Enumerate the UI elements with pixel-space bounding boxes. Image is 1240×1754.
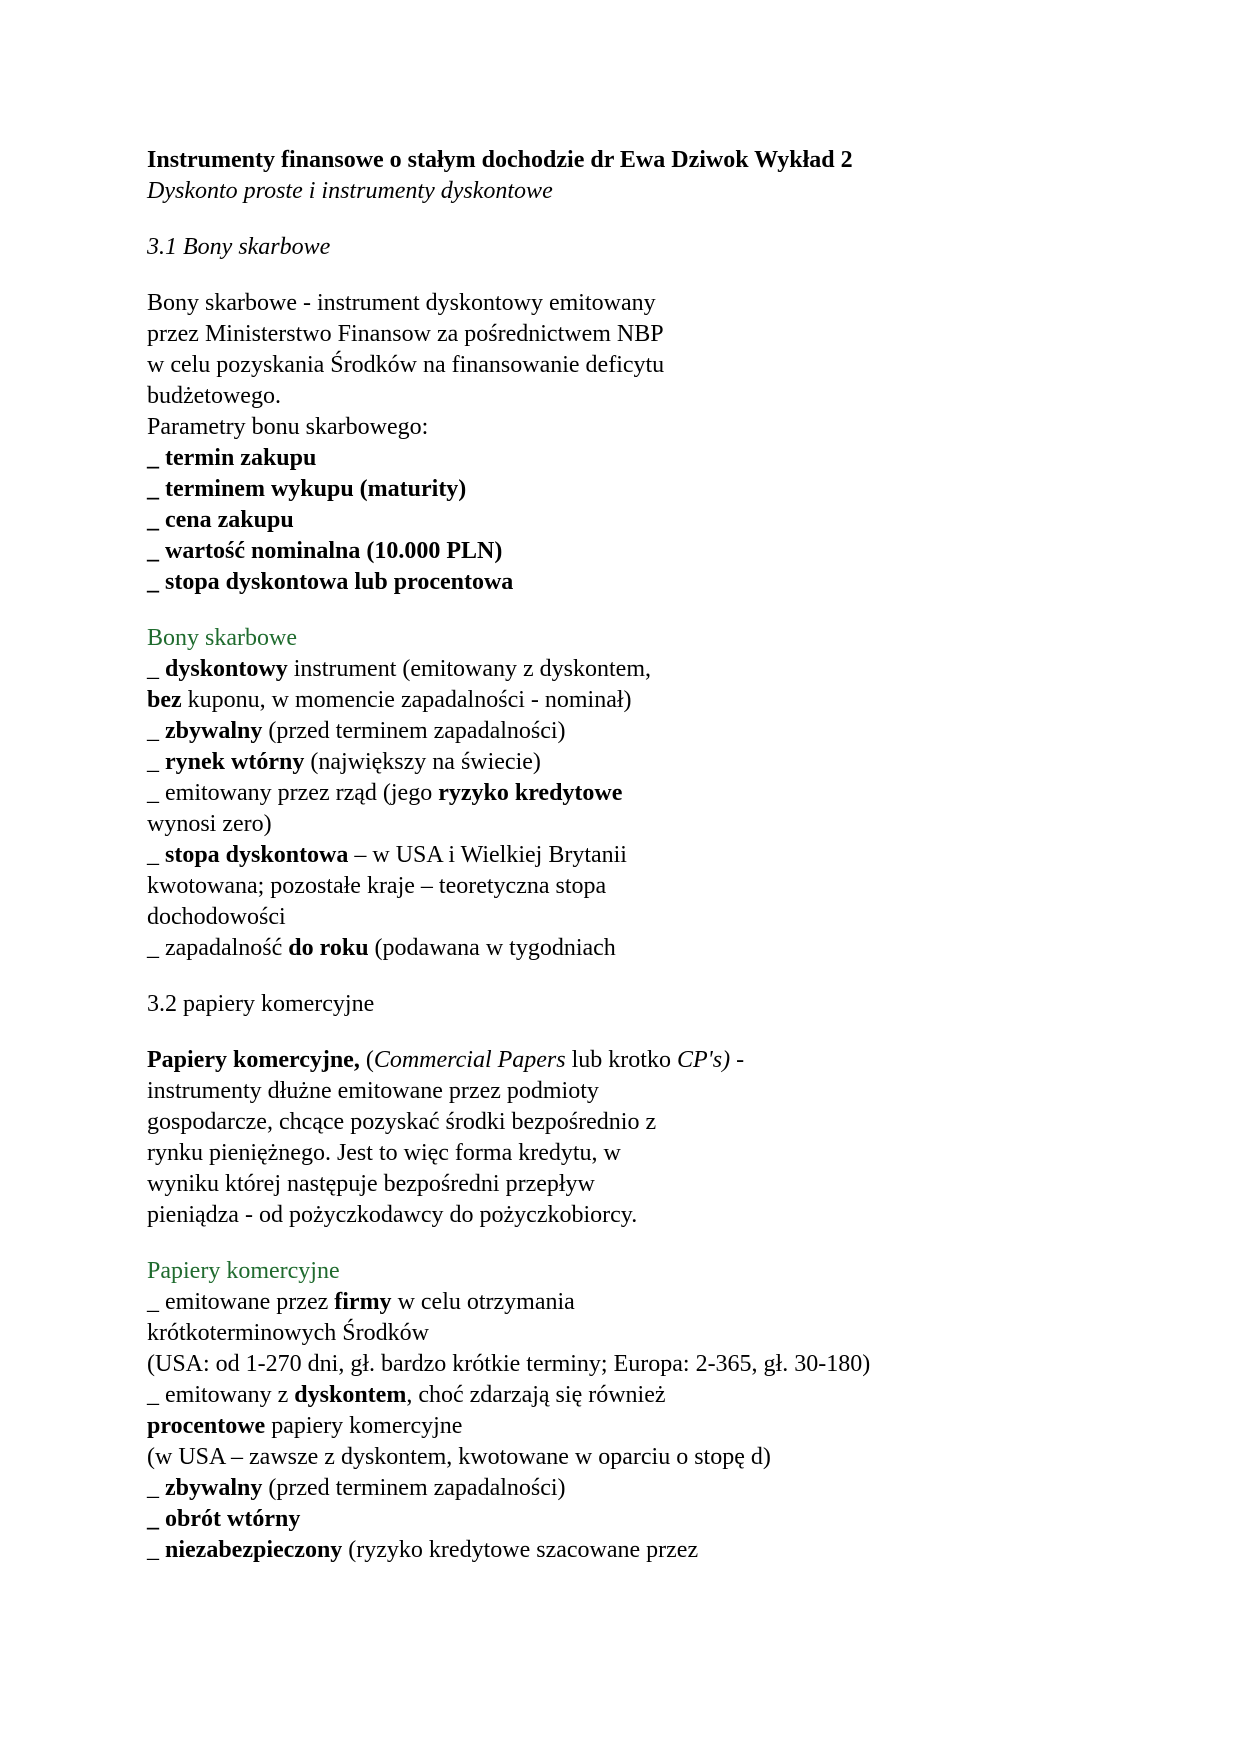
document-title: Instrumenty finansowe o stałym dochodzie dr Ewa Dziwok Wykład 2 [147,147,853,173]
papiery-line: _ zbywalny (przed terminem zapadalności) [147,1475,566,1501]
papiery-line: (USA: od 1-270 dni, gł. bardzo krótkie terminy; Europa: 2-365, gł. 30-180) [147,1351,871,1377]
bony-heading: Bony skarbowe [147,625,297,651]
intro-line: w celu pozyskania Środków na finansowanie deficytu [147,352,665,378]
papiery-line: _ emitowany z dyskontem, choć zdarzają się również [147,1382,666,1408]
param-item: _ stopa dyskontowa lub procentowa [147,569,514,595]
papiery-line: _ niezabezpieczony (ryzyko kredytowe szacowane przez [147,1537,699,1563]
section-heading-3-2: 3.2 papiery komercyjne [147,991,375,1017]
papiery-line: _ obrót wtórny [147,1506,301,1532]
papiery-line: _ emitowane przez firmy w celu otrzymania [147,1289,575,1315]
bony-line: wynosi zero) [147,811,272,837]
papiery-definition-line: pieniądza - od pożyczkodawcy do pożyczkobiorcy. [147,1202,638,1228]
bony-line: bez kuponu, w momencie zapadalności - nominał) [147,687,632,713]
param-item: _ wartość nominalna (10.000 PLN) [147,538,503,564]
bony-line: _ zbywalny (przed terminem zapadalności) [147,718,566,744]
section-heading-3-1: 3.1 Bony skarbowe [147,234,331,260]
intro-line: Bony skarbowe - instrument dyskontowy emitowany [147,290,656,316]
bony-line: _ rynek wtórny (największy na świecie) [147,749,541,775]
bony-line: _ zapadalność do roku (podawana w tygodniach [147,935,616,961]
param-item: _ termin zakupu [147,445,317,471]
papiery-definition-line: gospodarcze, chcące pozyskać środki bezpośrednio z [147,1109,657,1135]
bony-line: _ emitowany przez rząd (jego ryzyko kredytowe [147,780,623,806]
papiery-line: (w USA – zawsze z dyskontem, kwotowane w oparciu o stopę d) [147,1444,771,1470]
papiery-line: procentowe papiery komercyjne [147,1413,463,1439]
params-label: Parametry bonu skarbowego: [147,414,429,440]
papiery-definition-line: instrumenty dłużne emitowane przez podmioty [147,1078,599,1104]
bony-line: _ dyskontowy instrument (emitowany z dyskontem, [147,656,651,682]
papiery-heading: Papiery komercyjne [147,1258,340,1284]
param-item: _ terminem wykupu (maturity) [147,476,467,502]
bony-line: dochodowości [147,904,286,930]
document-subtitle: Dyskonto proste i instrumenty dyskontowe [147,178,553,204]
papiery-definition-line: wyniku której następuje bezpośredni przepływ [147,1171,595,1197]
papiery-line: krótkoterminowych Środków [147,1320,429,1346]
papiery-definition-line: Papiery komercyjne, (Commercial Papers lub krotko CP's) - [147,1047,745,1073]
papiery-definition-line: rynku pieniężnego. Jest to więc forma kredytu, w [147,1140,621,1166]
bony-line: kwotowana; pozostałe kraje – teoretyczna stopa [147,873,607,899]
intro-line: budżetowego. [147,383,281,409]
document-page [147,145,1207,1566]
intro-line: przez Ministerstwo Finansow za pośrednictwem NBP [147,321,664,347]
param-item: _ cena zakupu [147,507,294,533]
bony-line: _ stopa dyskontowa – w USA i Wielkiej Brytanii [147,842,627,868]
